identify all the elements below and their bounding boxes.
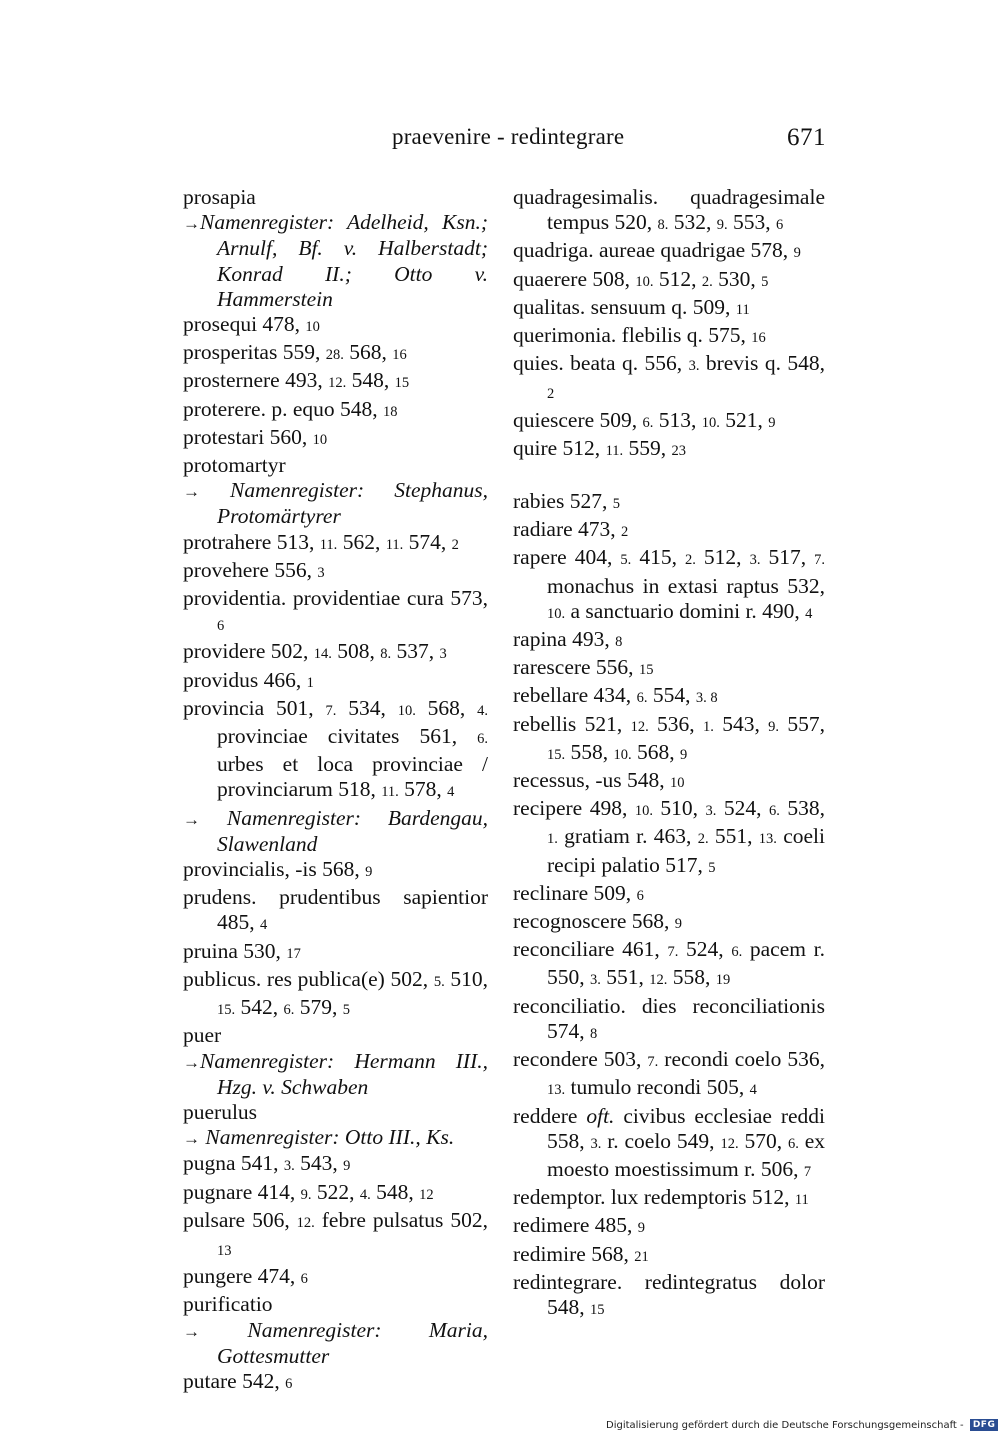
entry-text: recondere 503, [513,1047,648,1072]
page-number: 671 [787,124,826,151]
entry-text: 15 [638,662,654,679]
index-entry [513,295,825,323]
entry-text: 13. [758,831,777,848]
index-entry [513,351,825,407]
index-entry [513,655,825,683]
entry-text: quaerere 508, [513,266,636,291]
cross-reference-arrow-icon: → [183,1052,200,1072]
entry-text: 8 [615,634,623,651]
entry-text: 548, [346,368,395,393]
entry-text: 568, [415,695,478,720]
entry-text: quadriga. aureae quadrigae 578, [513,238,794,263]
entry-text: 9 [674,916,683,933]
index-entry [183,530,488,558]
entry-text: 11. [381,784,399,801]
index-entry [183,312,488,340]
entry-text: redemptor. lux redemptoris 512, [513,1185,795,1210]
index-entry [183,1264,488,1292]
entry-text: 7. [325,702,337,719]
entry-text: 10 [305,319,320,336]
entry-text: 554, [647,683,696,708]
entry-text: tumulo recondi 505, [565,1075,750,1100]
entry-text: 6. [769,803,780,820]
index-entry [183,806,488,857]
entry-text: provehere 556, [183,557,318,582]
entry-text: 551, [600,965,650,990]
entry-text: rarescere 556, [513,655,639,680]
entry-text: 10. [634,803,653,820]
index-entry [183,639,488,667]
entry-text: 13 [217,1242,232,1259]
entry-text: 15. [217,1002,236,1019]
entry-text: 9 [768,414,776,431]
index-entry [513,1185,825,1213]
cross-reference-arrow-icon: → [183,1129,200,1149]
index-entry [183,1208,488,1264]
entry-text: quies. beata q. 556, [513,351,689,376]
index-entry [183,1369,488,1397]
entry-text: pruina 530, [183,938,287,963]
index-entry [513,1242,825,1270]
entry-text: rapere 404, [513,545,621,570]
entry-text: provinciae civitates 561, [217,724,478,749]
index-entry [513,937,825,993]
entry-text: gratiam r. 463, [557,824,698,849]
entry-text: prosperitas 559, [183,340,326,365]
entry-text: pulsare 506, [183,1207,297,1232]
index-entry [183,1318,488,1369]
index-entry [513,517,825,545]
entry-text: quadragesimalis. quadragesimale tempus 520, [513,185,825,235]
entry-text: 510, [652,796,706,821]
cross-reference-arrow-icon: → [183,809,200,829]
cross-reference-arrow-icon: → [183,214,200,234]
entry-text: 13. [547,1082,566,1099]
entry-text: 512, [695,545,750,570]
index-entry [513,267,825,295]
entry-text: r. coelo 549, [601,1128,721,1153]
index-entry [183,939,488,967]
entry-text: recondi coelo 536, [658,1047,825,1072]
entry-text: 559, [623,435,672,460]
index-entry [183,668,488,696]
running-head: praevenire - redintegrare [392,124,625,149]
entry-text: urbes et loca provinciae / provinciarum 518, [217,752,488,802]
entry-text: putare 542, [183,1368,286,1393]
entry-text: recipere 498, [513,796,635,821]
entry-text: 7. [814,552,826,569]
entry-text: 6. [283,1002,295,1019]
entry-text: reconciliatio. dies reconciliationis 574, [513,993,825,1043]
entry-text: 3. [705,803,717,820]
entry-text: 574, [403,529,452,554]
index-entry [513,1270,825,1323]
entry-text: 10. [613,746,632,763]
entry-text: 6 [217,618,225,635]
entry-text: 16 [751,330,766,347]
index-entry [513,408,825,436]
entry-text: 517, [760,545,815,570]
entry-text: redintegrare. redintegratus dolor 548, [513,1269,825,1319]
entry-text: 15 [394,375,410,392]
entry-text: 522, [311,1179,360,1204]
entry-text: pacem r. 550, [547,937,826,990]
entry-text: 532, [668,210,717,235]
entry-text: 4. [477,702,488,719]
entry-text: 2 [621,524,629,541]
entry-text: provincia 501, [183,695,326,720]
entry-text: reclinare 509, [513,880,637,905]
index-entry [513,796,825,881]
index-entry [513,185,825,238]
entry-text: prosequi 478, [183,312,306,337]
index-entry [183,1100,488,1125]
index-entry [183,185,488,210]
entry-text: 3. [749,552,761,569]
entry-text: 3. [590,1135,602,1152]
entry-text: providentia. providentiae cura 573, [183,586,488,611]
entry-text: prosternere 493, [183,368,329,393]
entry-text: 6. [642,414,654,431]
entry-text: recognoscere 568, [513,909,675,934]
entry-text: protestari 560, [183,424,313,449]
entry-text: 10 [312,431,328,448]
entry-text: 2. [701,273,713,290]
entry-text: pungere 474, [183,1264,301,1289]
entry-text: 568, [343,340,393,365]
index-entry [183,1180,488,1208]
entry-text: 558, [565,739,614,764]
index-entry [183,696,488,806]
index-entry [513,881,825,909]
cross-reference-arrow-icon: → [183,1321,200,1341]
entry-text: 510, [444,966,488,991]
entry-text: 11 [794,1192,809,1209]
index-entry [183,1125,488,1151]
entry-text: proterere. p. equo 548, [183,396,383,421]
footer-text: Digitalisierung gefördert durch die Deutsche Forschungsgemeinschaft - [606,1420,964,1431]
entry-text: 1. [703,718,714,735]
index-entry [513,683,825,711]
entry-text: 8 [590,1025,598,1042]
entry-text: 11. [605,442,624,459]
entry-text: 9 [680,746,688,763]
entry-text: 534, [336,695,398,720]
entry-text: publicus. res publica(e) 502, [183,966,434,991]
index-entry [183,425,488,453]
entry-text: 553, [727,210,776,235]
entry-text: rebellare 434, [513,683,637,708]
entry-text: Namenregister: Maria, Gottesmutter [200,1317,488,1368]
entry-text: 19 [715,972,731,989]
entry-text: 4 [805,605,813,622]
index-entry [183,1049,488,1100]
index-entry [513,489,825,517]
entry-text: 568, [631,739,680,764]
entry-text: 9 [343,1158,351,1175]
entry-text: 530, [712,266,762,291]
entry-text: 9. [300,1186,312,1203]
entry-text: Namenregister: Otto III., Ks. [200,1125,455,1150]
entry-text: 5 [612,496,620,513]
entry-text: 9 [793,245,801,262]
entry-text: pugna 541, [183,1151,284,1176]
entry-text: 10 [670,775,685,792]
entry-text: 512, [653,266,702,291]
entry-text: 579, [294,995,343,1020]
entry-text: 2. [684,552,696,569]
entry-text: a sanctuario domini r. 490, [565,598,806,623]
entry-text: 578, [398,777,448,802]
entry-text: 6 [775,217,784,234]
entry-text: 524, [678,937,732,962]
index-entry [183,857,488,885]
footer-credit [606,1419,998,1431]
entry-text: 9. [716,217,728,234]
entry-text: querimonia. flebilis q. 575, [513,323,752,348]
index-entry [183,368,488,396]
entry-text: 558, [667,965,716,990]
entry-text: 12. [630,718,649,735]
index-entry [513,768,825,796]
entry-text: 3 [317,564,325,581]
index-entry [183,478,488,529]
entry-text: 8. [380,646,392,663]
entry-text: 5 [761,273,769,290]
index-entry [513,994,825,1047]
index-entry [183,558,488,586]
entry-text: 8. [657,217,669,234]
entry-text: rapina 493, [513,627,616,652]
entry-text: 536, [648,711,703,736]
entry-text: 562, [337,529,386,554]
entry-text: febre pulsatus 502, [314,1207,488,1232]
entry-text: oft. [586,1103,615,1128]
entry-text: 3. [688,358,700,375]
entry-text: puerulus [183,1099,258,1124]
entry-text: quire 512, [513,435,606,460]
entry-text: 12 [419,1186,434,1203]
index-entry [183,1151,488,1179]
index-entry [513,909,825,937]
entry-text: 9 [365,864,373,881]
entry-text: reconciliare 461, [513,937,668,962]
entry-text: monachus in extasi raptus 532, [547,573,825,598]
entry-text: providere 502, [183,639,314,664]
entry-text: 508, [331,639,381,664]
entry-text: 11 [735,301,750,318]
entry-text: rabies 527, [513,489,613,514]
index-entry [513,1213,825,1241]
entry-text: 7. [647,1054,659,1071]
index-entry [513,627,825,655]
entry-text: civibus ecclesiae reddi 558, [547,1103,825,1153]
index-entry [183,397,488,425]
entry-text: 28. [325,347,344,364]
index-entry [183,1023,488,1048]
entry-text: 4. [359,1186,371,1203]
entry-text: 6. [477,731,488,748]
entry-text: 6 [285,1375,293,1392]
entry-text: 15 [590,1301,605,1318]
entry-text: 2 [451,536,459,553]
entry-text: 4 [260,917,268,934]
entry-text: 14. [313,646,332,663]
entry-text: 3. 8 [695,690,718,707]
entry-text: 12. [296,1214,315,1231]
entry-text: 5 [708,859,716,876]
index-entry [183,967,488,1023]
entry-text: 12. [328,375,347,392]
entry-text: 4 [749,1082,757,1099]
index-entry [513,238,825,266]
entry-text: 10. [397,702,416,719]
entry-text: brevis q. 548, [699,351,825,376]
dfg-logo: DFG [970,1419,999,1431]
entry-text: 2 [547,386,555,403]
entry-text: qualitas. sensuum q. 509, [513,294,736,319]
entry-text: 551, [708,824,759,849]
entry-text: Namenregister: Adelheid, Ksn.; Arnulf, Bf. v. Halberstadt; Konrad II.; Otto v. Hammerstein [200,210,488,311]
entry-text: purificatio [183,1292,273,1317]
entry-text: 1. [547,831,558,848]
entry-text: radiare 473, [513,517,622,542]
index-entry [183,586,488,639]
entry-text: 16 [392,347,407,364]
index-column-right [513,185,825,1323]
entry-text: 570, [738,1128,788,1153]
entry-text: 10. [635,273,654,290]
entry-text: coeli recipi palatio 517, [547,824,825,877]
entry-text: 524, [716,796,770,821]
entry-text: 6 [636,887,644,904]
entry-text: prudens. prudentibus sapientior 485, [183,885,488,935]
index-entry [513,545,825,627]
entry-text: 12. [720,1135,739,1152]
entry-text: 11. [319,536,338,553]
entry-text: provincialis, -is 568, [183,857,366,882]
entry-text: 18 [383,403,398,420]
index-entry [513,1047,825,1103]
entry-text: 9 [637,1220,646,1237]
index-entry [183,885,488,938]
index-entry [183,453,488,478]
index-entry [513,1104,825,1186]
entry-text: Namenregister: Bardengau, Slawenland [200,805,488,856]
entry-text: 23 [671,442,687,459]
entry-text: 10. [547,605,566,622]
entry-text: 17 [286,945,301,962]
entry-text: protrahere 513, [183,529,320,554]
entry-text: 6 [300,1271,308,1288]
entry-text: 557, [779,711,826,736]
entry-text: 548, [370,1179,420,1204]
entry-text: prosapia [183,185,256,209]
entry-text: 543, [713,711,769,736]
entry-text: quiescere 509, [513,407,643,432]
entry-text: 3 [439,646,447,663]
index-entry [513,712,825,768]
index-entry [513,436,825,464]
cross-reference-arrow-icon: → [183,482,200,502]
entry-text: 542, [235,995,284,1020]
entry-text: 543, [294,1151,344,1176]
entry-text: Namenregister: Stephanus, Protomärtyrer [200,478,488,529]
index-entry [513,323,825,351]
entry-text: 537, [391,639,440,664]
entry-text: reddere [513,1103,587,1128]
entry-text: 15. [547,746,566,763]
entry-text: 6. [636,690,648,707]
entry-text: 21 [634,1248,649,1265]
entry-text: redimere 485, [513,1213,638,1238]
entry-text: 9. [768,718,780,735]
entry-text: 538, [779,796,826,821]
entry-text: 10. [701,414,720,431]
entry-text: 7 [803,1163,812,1180]
index-entry [183,340,488,368]
entry-text: 6. [731,944,743,961]
entry-text: 7. [667,944,679,961]
entry-text: Namenregister: Hermann III., Hzg. v. Schwaben [200,1048,488,1099]
entry-text: 5. [620,552,632,569]
entry-text: 1 [306,674,314,691]
index-entry [183,1292,488,1317]
entry-text: pugnare 414, [183,1179,301,1204]
index-column-left [183,185,488,1397]
entry-text: rebellis 521, [513,711,631,736]
entry-text: 3. [590,972,601,989]
entry-text: protomartyr [183,453,286,478]
entry-text: 11. [385,536,404,553]
entry-text: 3. [283,1158,295,1175]
entry-text: 415, [631,545,685,570]
entry-text: 521, [719,407,769,432]
entry-text: 5 [342,1002,350,1019]
entry-text: providus 466, [183,667,307,692]
index-entry [183,210,488,312]
entry-text: 2. [697,831,709,848]
entry-text: redimire 568, [513,1241,635,1266]
entry-text: 4 [447,784,455,801]
entry-text: 6. [787,1135,799,1152]
entry-text: puer [183,1023,222,1048]
entry-text: 12. [649,972,668,989]
entry-text: recessus, -us 548, [513,768,671,793]
entry-text: 513, [653,407,702,432]
entry-text: 5. [433,973,445,990]
entry-text: ex moesto moestissimum r. 506, [547,1128,826,1181]
